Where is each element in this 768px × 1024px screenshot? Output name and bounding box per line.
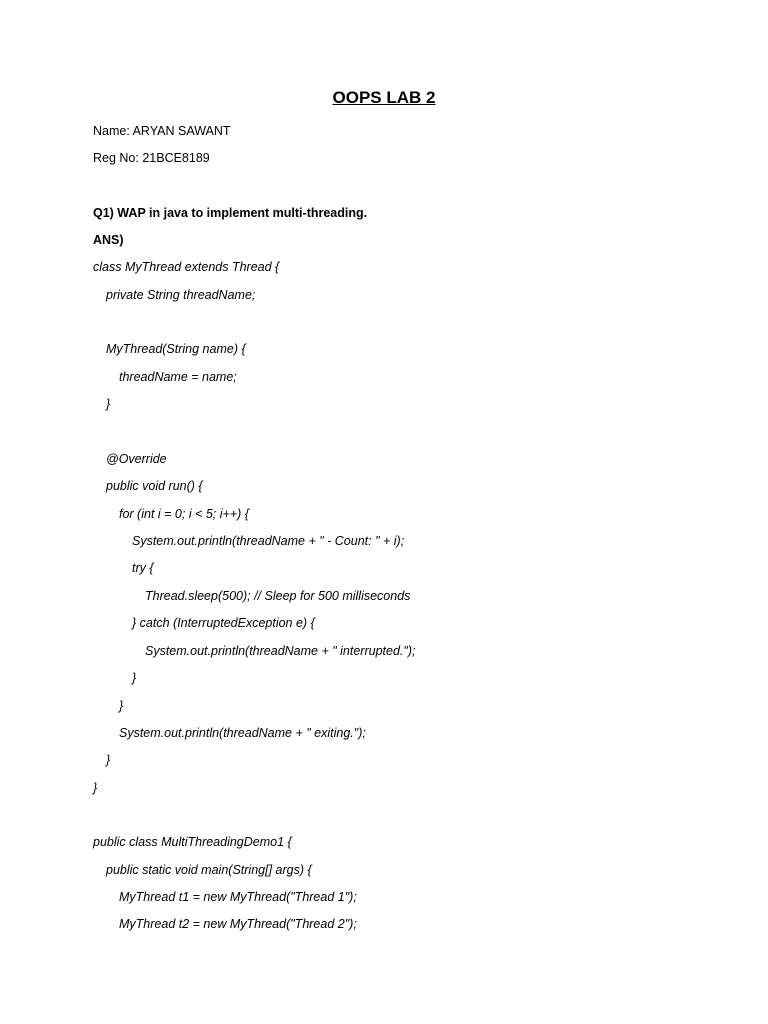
code-line: class MyThread extends Thread { [93, 260, 280, 274]
code-line: MyThread t2 = new MyThread("Thread 2"); [119, 917, 357, 931]
page-title: OOPS LAB 2 [332, 88, 436, 107]
code-line: for (int i = 0; i < 5; i++) { [119, 507, 249, 521]
code-line: System.out.println(threadName + " interrupted."); [145, 644, 416, 658]
code-line: public static void main(String[] args) { [106, 863, 312, 877]
question-text: Q1) WAP in java to implement multi-threading. [93, 206, 368, 220]
code-line: public class MultiThreadingDemo1 { [93, 835, 292, 849]
registration-number: Reg No: 21BCE8189 [93, 151, 210, 165]
code-line: MyThread t1 = new MyThread("Thread 1"); [119, 890, 357, 904]
code-line: private String threadName; [106, 288, 256, 302]
code-line: } [93, 781, 98, 795]
code-line: System.out.println(threadName + " - Count: " + i); [132, 534, 405, 548]
code-line: } [106, 753, 111, 767]
code-line: public void run() { [106, 479, 203, 493]
code-line: } catch (InterruptedException e) { [132, 616, 315, 630]
code-line: @Override [106, 452, 167, 466]
code-line: threadName = name; [119, 370, 237, 384]
code-line: MyThread(String name) { [106, 342, 246, 356]
code-line: } [132, 671, 137, 685]
code-line: System.out.println(threadName + " exiting."); [119, 726, 366, 740]
code-line: } [119, 699, 124, 713]
code-line: try { [132, 561, 154, 575]
answer-label: ANS) [93, 233, 124, 247]
student-name: Name: ARYAN SAWANT [93, 124, 231, 138]
code-line: Thread.sleep(500); // Sleep for 500 milliseconds [145, 589, 411, 603]
code-line: } [106, 397, 111, 411]
